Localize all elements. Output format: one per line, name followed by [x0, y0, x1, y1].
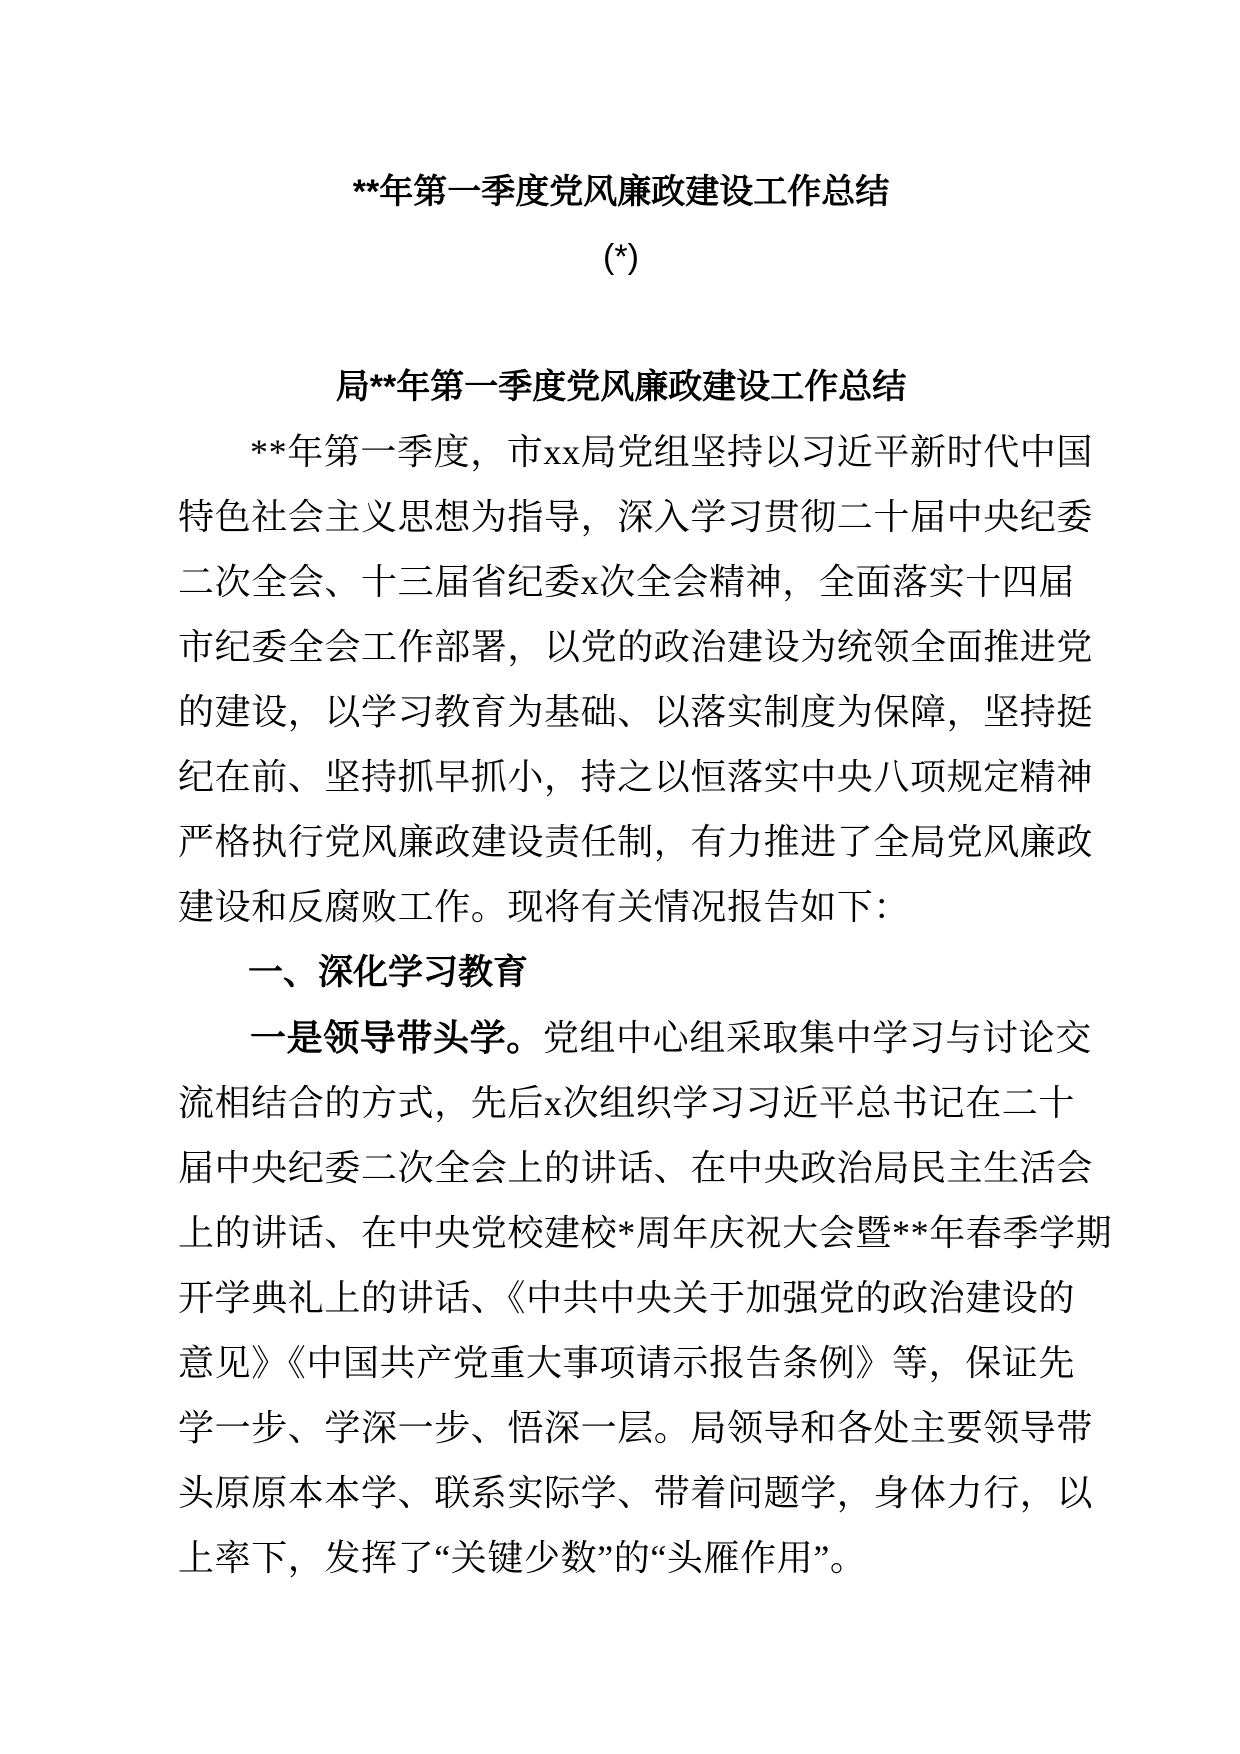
text-line: 市纪委全会工作部署，以党的政治建设为统领全面推进党	[178, 627, 1094, 667]
text-line: 纪在前、坚持抓早抓小，持之以恒落实中央八项规定精神	[178, 757, 1094, 797]
bold-lead-text: 一是领导带头学。	[250, 1017, 543, 1058]
text-line: 学一步、学深一步、悟深一层。局领导和各处主要领导带	[178, 1408, 1094, 1448]
text-line: 二次全会、十三届省纪委x次全会精神，全面落实十四届	[178, 562, 1076, 602]
text-run: 党组中心组采取集中学习与讨论交	[542, 1018, 1092, 1058]
text-line: **年第一季度，市xx局党组坚持以习近平新时代中国	[250, 432, 1094, 472]
text-line: 的建设，以学习教育为基础、以落实制度为保障，坚持挺	[178, 692, 1094, 732]
text-line: 特色社会主义思想为指导，深入学习贯彻二十届中央纪委	[178, 497, 1094, 537]
text-line: 建设和反腐败工作。现将有关情况报告如下：	[178, 887, 911, 927]
text-line: 流相结合的方式，先后x次组织学习习近平总书记在二十	[178, 1083, 1076, 1123]
document-subtitle: (*)	[603, 238, 639, 276]
text-line: 头原原本本学、联系实际学、带着问题学，身体力行，以	[178, 1473, 1094, 1513]
heading-deepen-study: 一、深化学习教育	[248, 953, 529, 992]
document-title: **年第一季度党风廉政建设工作总结	[352, 173, 890, 211]
blank-line	[178, 290, 1064, 355]
text-line: 严格执行党风廉政建设责任制，有力推进了全局党风廉政	[178, 822, 1094, 862]
paragraph-intro	[178, 420, 1094, 940]
text-line: 届中央纪委二次全会上的讲话、在中央政治局民主生活会	[178, 1148, 1094, 1188]
text-line: 意见》《中国共产党重大事项请示报告条例》等，保证先	[178, 1343, 1076, 1383]
text-line: 上的讲话、在中央党校建校*周年庆祝大会暨**年春季学期	[178, 1213, 1113, 1253]
section-heading: 局**年第一季度党风廉政建设工作总结	[335, 368, 907, 406]
text-line: 开学典礼上的讲话、《中共中央关于加强党的政治建设的	[178, 1278, 1076, 1318]
paragraph-leaders-study	[178, 1005, 1113, 1591]
text-line: 上率下，发挥了“关键少数”的“头雁作用”。	[178, 1538, 867, 1578]
text-line	[178, 1005, 1092, 1071]
